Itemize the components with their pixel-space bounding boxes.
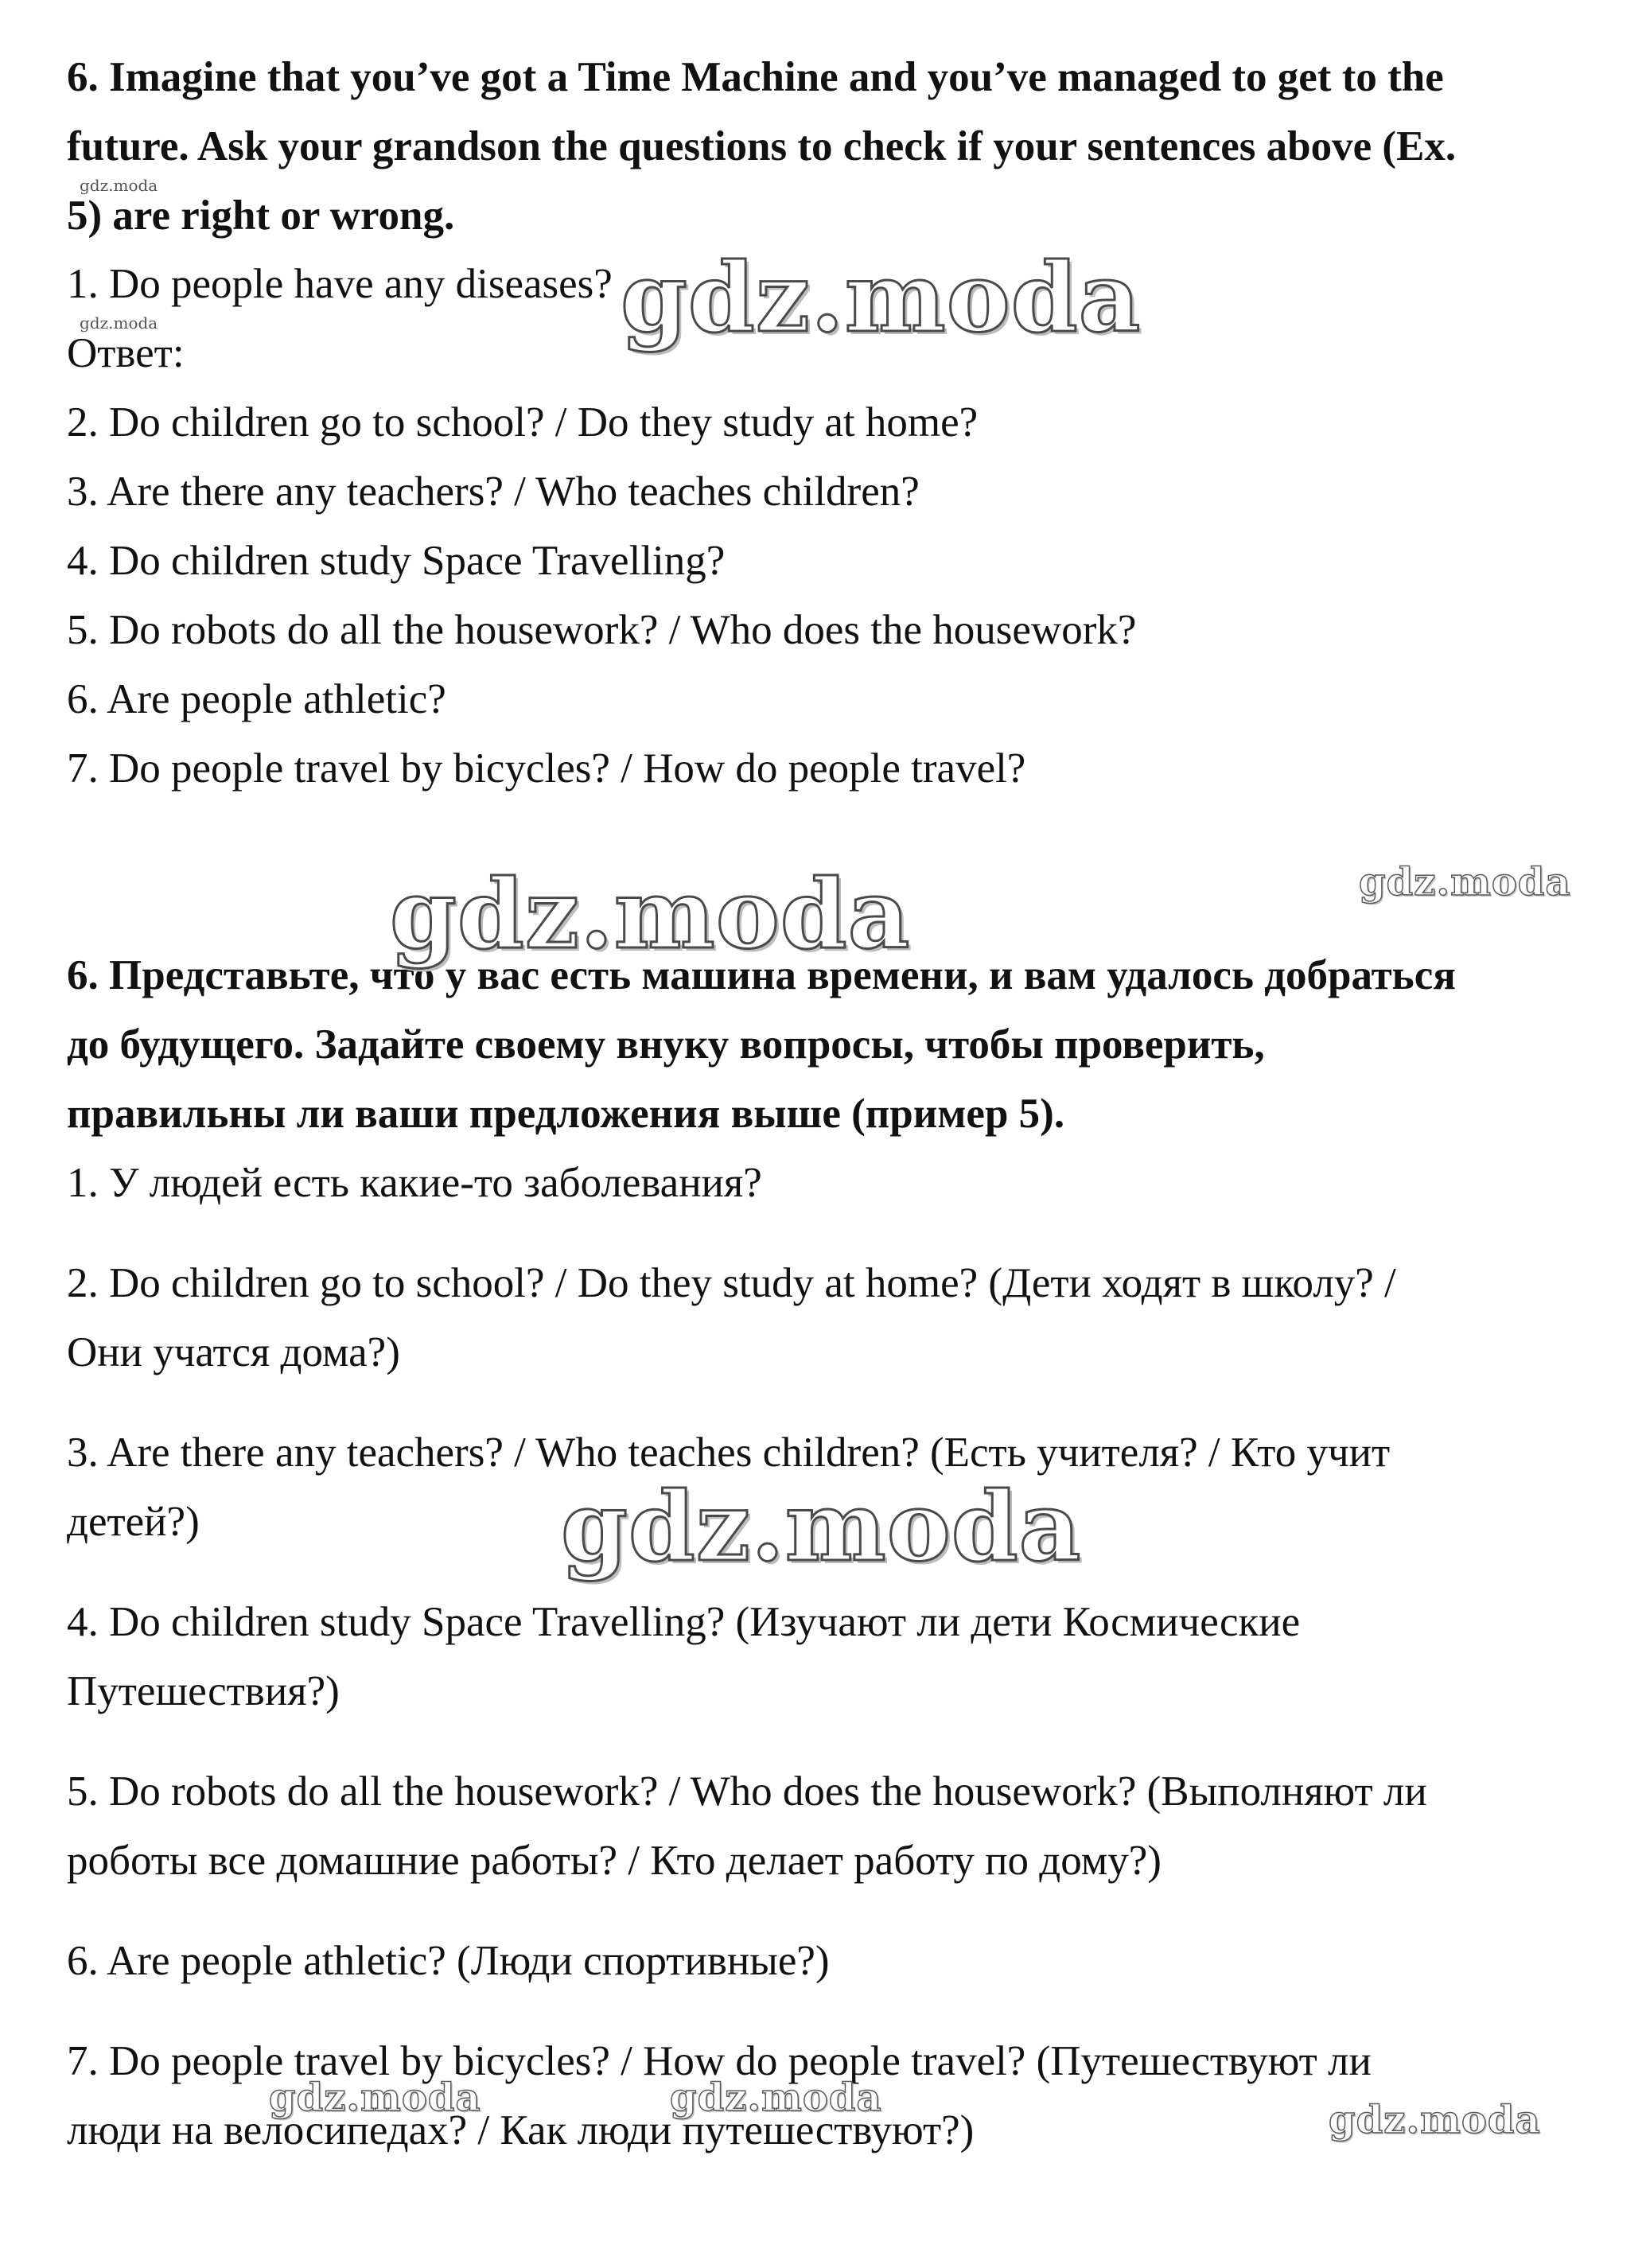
en-item-6: 6. Are people athletic? — [67, 676, 446, 722]
en-item-4: 4. Do children study Space Travelling? — [67, 538, 726, 584]
en-heading-line-2: future. Ask your grandson the questions to check if your sentences above (Ex. — [67, 123, 1457, 169]
en-heading-line-3: 5) are right or wrong. — [67, 193, 455, 239]
watermark-large: gdz.moda — [621, 242, 1142, 354]
en-item-3: 3. Are there any teachers? / Who teaches children? — [67, 469, 920, 515]
ru-heading-line-1: 6. Представьте, что у вас есть машина времени, и вам удалось добраться — [67, 952, 1456, 998]
ru-item-4-line-1: 4. Do children study Space Travelling? (Изучают ли дети Космические — [67, 1599, 1301, 1645]
watermark-medium: gdz.moda — [269, 2075, 481, 2120]
ru-item-2-line-2: Они учатся дома?) — [67, 1329, 400, 1375]
watermark-tiny: gdz.moda — [80, 313, 158, 333]
en-item-7: 7. Do people travel by bicycles? / How do people travel? — [67, 745, 1026, 792]
ru-item-6-line-1: 6. Are people athletic? (Люди спортивные?) — [67, 1938, 830, 1984]
ru-item-5-line-1: 5. Do robots do all the housework? / Who does the housework? (Выполняют ли — [67, 1768, 1427, 1815]
ru-item-7-line-2: люди на велосипедах? / Как люди путешествуют?) — [67, 2107, 975, 2153]
ru-heading-line-3: правильны ли ваши предложения выше (пример 5). — [67, 1091, 1065, 1137]
ru-heading-line-2: до будущего. Задайте своему внуку вопросы, чтобы проверить, — [67, 1021, 1265, 1068]
watermark-medium: gdz.moda — [1359, 860, 1571, 904]
ru-item-4-line-2: Путешествия?) — [67, 1668, 340, 1714]
watermark-large: gdz.moda — [561, 1471, 1082, 1583]
ru-item-2-line-1: 2. Do children go to school? / Do they study at home? (Дети ходят в школу? / — [67, 1260, 1396, 1306]
en-item-2: 2. Do children go to school? / Do they study at home? — [67, 399, 979, 445]
watermark-medium: gdz.moda — [1329, 2098, 1541, 2142]
ru-question-1: 1. У людей есть какие-то заболевания? — [67, 1160, 762, 1206]
en-question-1: 1. Do people have any diseases? — [67, 261, 613, 307]
watermark-tiny: gdz.moda — [80, 176, 158, 195]
answer-label: Ответ: — [67, 330, 185, 376]
en-item-5: 5. Do robots do all the housework? / Who does the housework? — [67, 607, 1137, 653]
ru-item-3-line-1: 3. Are there any teachers? / Who teaches children? (Есть учителя? / Кто учит — [67, 1430, 1391, 1476]
watermark-medium: gdz.moda — [670, 2075, 882, 2120]
en-heading-line-1: 6. Imagine that you’ve got a Time Machine and you’ve managed to get to the — [67, 54, 1444, 100]
ru-item-3-line-2: детей?) — [67, 1499, 200, 1545]
ru-item-7-line-1: 7. Do people travel by bicycles? / How do people travel? (Путешествуют ли — [67, 2038, 1372, 2084]
ru-item-5-line-2: роботы все домашние работы? / Кто делает работу по дому?) — [67, 1838, 1162, 1884]
watermark-large: gdz.moda — [390, 858, 911, 971]
